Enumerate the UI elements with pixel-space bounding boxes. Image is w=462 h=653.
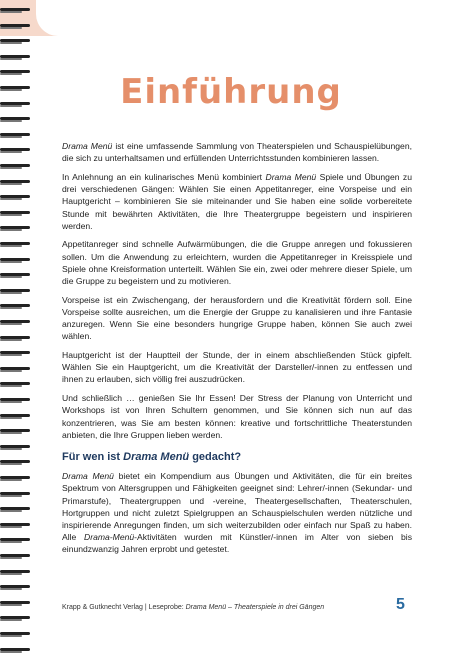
- section-heading: Für wen ist Drama Menü gedacht?: [62, 450, 242, 463]
- binding-ring: [0, 648, 30, 651]
- page-title: Einführung: [120, 72, 342, 112]
- starter-paragraph: Vorspeise ist ein Zwischengang, der herausfordern und die Kreativität fördern soll. Eine Vorspeise sollte ausreichen, um die Energie der Gruppe zu kanalisieren und ihre Fantasie anzuregen. Wenn Sie eine besonders hungrige Gruppe haben, können Sie auch zwei wählen.: [62, 294, 412, 342]
- audience-paragraph: Drama Menü bietet ein Kompendium aus Übungen und Aktivitäten, die für ein breites Spektrum von Altersgruppen und Fähigkeiten geeignet sind: Lehrer/-innen (Sekundar- und Primarstufe), Theatergruppen und -vereine, Theatergesellschaften, Theaterschulen, Hortgruppen und nicht zuletzt Spielgruppen an Schauspielschulen werden nützliche und inspirierende Anregungen finden, um sich weiterzubilden oder einfach nur Spaß zu haben. Alle Drama-Menü-Aktivitäten wurden mit Künstler/-innen im Alter von sieben bis einundzwanzig Jahren erprobt und getestet.: [62, 471, 412, 555]
- closing-intro-paragraph: Und schließlich … genießen Sie Ihr Essen! Der Stress der Planung von Unterricht und Workshops ist von Ihren Schultern genommen, und Sie können sich nun auf das konzentrieren, was Sie am besten können: kreative und fortschrittliche Theaterstunden anbieten, die Ihre Gruppen lieben werden.: [62, 393, 412, 440]
- emphasis-text: Drama Menü – Theaterspiele in drei Gängen: [185, 604, 325, 611]
- appetizer-paragraph: Appetitanreger sind schnelle Aufwärmübungen, die die Gruppe anregen und fokussieren sollen. Um die Anwendung zu erleichtern, wurden die Appetitanreger in Kreisspiele und Spiele ohne Kreisformation unterteilt. Wählen Sie ein, zwei oder mehrere dieser Spiele, um die Gruppe zu begeistern und zu motivieren.: [62, 239, 412, 287]
- emphasis-text: Drama Menü: [62, 471, 114, 482]
- emphasis-text: Drama Menü: [62, 141, 113, 151]
- page-top-edge: [36, 0, 462, 36]
- intro-paragraph: Drama Menü ist eine umfassende Sammlung von Theaterspielen und Schauspielübungen, die sich zu unterhaltsamen und erfüllenden Unterrichtsstunden kombinieren lassen.: [62, 141, 413, 164]
- emphasis-text: Drama Menü: [123, 450, 190, 463]
- emphasis-text: Drama Menü: [265, 171, 317, 182]
- emphasis-text: Drama-Menü: [84, 532, 135, 543]
- main-content: [62, 140, 412, 562]
- menu-concept-paragraph: In Anlehnung an ein kulinarisches Menü kombiniert Drama Menü Spiele und Übungen zu drei verschiedenen Gängen: Wählen Sie einen Appetitanreger, eine Vorspeise und ein Hauptgericht – kombinieren Sie sie miteinander und Sie haben eine solide vorbereitete Stunde mit bewährten Aktivitäten, die Ihre Theatergruppe begeistern und inspirieren werden.: [62, 171, 413, 231]
- footer-credit: Krapp & Gutknecht Verlag | Leseprobe: Drama Menü – Theaterspiele in drei Gängen: [62, 604, 325, 611]
- main-course-paragraph: Hauptgericht ist der Hauptteil der Stunde, der in einem abschließenden Stück gipfelt. Wählen Sie ein Hauptgericht, um die Kreativität der Darsteller/-innen zu entfessen und ihnen zu erlauben, sich völlig frei auszudrücken.: [62, 350, 412, 385]
- page-number: 5: [396, 596, 405, 613]
